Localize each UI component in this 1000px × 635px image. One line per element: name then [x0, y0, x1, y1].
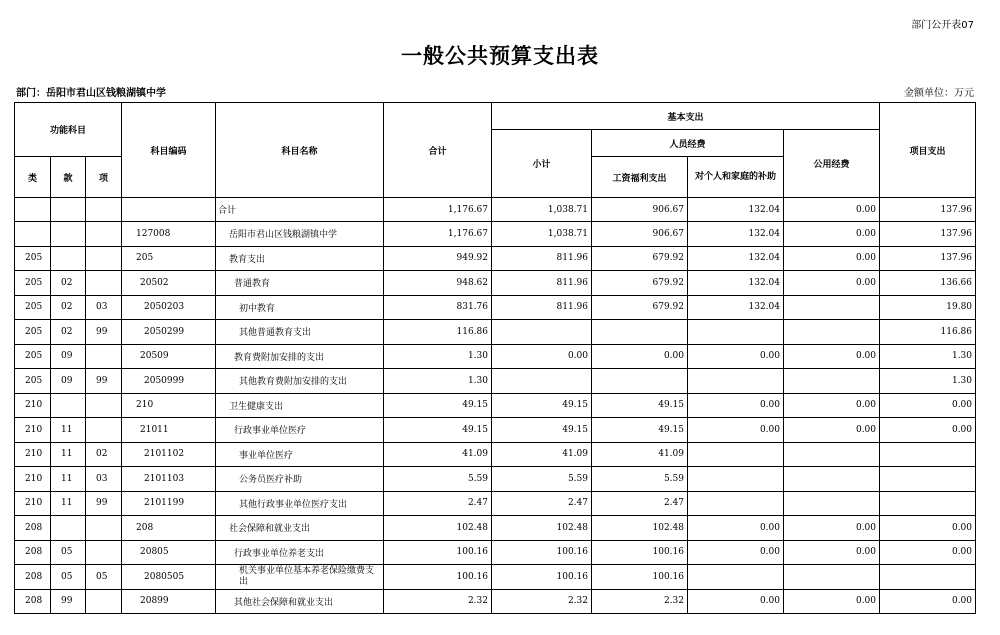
table-row [15, 516, 976, 541]
cell-project: 1.30 [880, 344, 976, 369]
cell-project: 0.00 [880, 516, 976, 541]
cell-kuan: 11 [51, 467, 86, 492]
cell-public [784, 295, 880, 320]
cell-total: 831.76 [384, 295, 492, 320]
cell-xiang: 03 [86, 295, 122, 320]
cell-name: 行政事业单位养老支出 [216, 540, 384, 565]
cell-code: 2050299 [122, 320, 216, 345]
cell-kuan: 05 [51, 565, 86, 590]
table-row [15, 393, 976, 418]
cell-subsidy [688, 467, 784, 492]
cell-name: 教育费附加安排的支出 [216, 344, 384, 369]
header-subject-code: 科目编码 [122, 103, 216, 198]
cell-salary: 41.09 [592, 442, 688, 467]
header-basic: 基本支出 [492, 103, 880, 130]
cell-total: 102.48 [384, 516, 492, 541]
cell-salary: 100.16 [592, 540, 688, 565]
cell-public: 0.00 [784, 418, 880, 443]
cell-public [784, 369, 880, 394]
cell-salary: 906.67 [592, 198, 688, 222]
cell-code: 20502 [122, 271, 216, 296]
cell-salary: 5.59 [592, 467, 688, 492]
cell-total: 949.92 [384, 246, 492, 271]
cell-kuan [51, 198, 86, 222]
table-row [15, 467, 976, 492]
cell-salary: 49.15 [592, 393, 688, 418]
cell-lei [15, 198, 51, 222]
cell-project: 0.00 [880, 589, 976, 614]
cell-lei: 208 [15, 589, 51, 614]
cell-total: 1.30 [384, 369, 492, 394]
cell-lei: 210 [15, 442, 51, 467]
cell-kuan: 09 [51, 369, 86, 394]
header-func-subject: 功能科目 [15, 103, 122, 157]
header-subsidy: 对个人和家庭的补助 [688, 157, 784, 198]
header-xiang: 项 [86, 157, 122, 198]
cell-code [122, 198, 216, 222]
cell-subsidy: 132.04 [688, 295, 784, 320]
cell-public: 0.00 [784, 540, 880, 565]
cell-subtotal: 49.15 [492, 418, 592, 443]
cell-subsidy: 132.04 [688, 246, 784, 271]
cell-subtotal: 41.09 [492, 442, 592, 467]
header-kuan: 款 [51, 157, 86, 198]
cell-total: 41.09 [384, 442, 492, 467]
cell-public: 0.00 [784, 222, 880, 247]
cell-total: 100.16 [384, 540, 492, 565]
cell-subtotal: 100.16 [492, 565, 592, 590]
cell-public [784, 491, 880, 516]
cell-subsidy: 0.00 [688, 344, 784, 369]
cell-code: 2080505 [122, 565, 216, 590]
table-row [15, 491, 976, 516]
cell-public: 0.00 [784, 589, 880, 614]
cell-public: 0.00 [784, 516, 880, 541]
cell-project: 1.30 [880, 369, 976, 394]
cell-salary: 906.67 [592, 222, 688, 247]
cell-public [784, 565, 880, 590]
page-title: 一般公共预算支出表 [401, 44, 599, 68]
header-salary: 工资福利支出 [592, 157, 688, 198]
cell-subtotal: 811.96 [492, 246, 592, 271]
table-row [15, 344, 976, 369]
cell-project: 116.86 [880, 320, 976, 345]
cell-code: 20899 [122, 589, 216, 614]
department-label: 部门：岳阳市君山区钱粮湖镇中学 [16, 88, 166, 99]
header-subtotal: 小计 [492, 130, 592, 198]
cell-subsidy: 0.00 [688, 589, 784, 614]
cell-kuan: 11 [51, 418, 86, 443]
cell-total: 116.86 [384, 320, 492, 345]
cell-public [784, 442, 880, 467]
cell-public [784, 467, 880, 492]
cell-subtotal: 49.15 [492, 393, 592, 418]
cell-salary [592, 369, 688, 394]
cell-lei [15, 222, 51, 247]
cell-total: 948.62 [384, 271, 492, 296]
cell-name: 合计 [216, 198, 384, 222]
table-row [15, 222, 976, 247]
table-row [15, 271, 976, 296]
cell-xiang [86, 393, 122, 418]
cell-code: 2050999 [122, 369, 216, 394]
cell-project: 0.00 [880, 418, 976, 443]
cell-xiang: 02 [86, 442, 122, 467]
budget-table [14, 102, 976, 614]
cell-total: 1,176.67 [384, 198, 492, 222]
cell-lei: 210 [15, 491, 51, 516]
cell-kuan [51, 393, 86, 418]
unit-label: 金额单位：万元 [904, 88, 974, 99]
cell-subtotal: 102.48 [492, 516, 592, 541]
cell-lei: 205 [15, 246, 51, 271]
cell-code: 2101199 [122, 491, 216, 516]
cell-subtotal: 5.59 [492, 467, 592, 492]
cell-salary: 49.15 [592, 418, 688, 443]
cell-name: 其他普通教育支出 [216, 320, 384, 345]
table-row [15, 418, 976, 443]
header-personnel: 人员经费 [592, 130, 784, 157]
cell-total: 49.15 [384, 393, 492, 418]
cell-name: 其他教育费附加安排的支出 [216, 369, 384, 394]
cell-xiang [86, 344, 122, 369]
cell-subsidy: 132.04 [688, 271, 784, 296]
cell-xiang [86, 516, 122, 541]
cell-public: 0.00 [784, 271, 880, 296]
cell-lei: 210 [15, 418, 51, 443]
table-row [15, 198, 976, 222]
cell-project: 0.00 [880, 393, 976, 418]
cell-xiang [86, 589, 122, 614]
cell-subsidy [688, 369, 784, 394]
cell-code: 205 [122, 246, 216, 271]
cell-total: 2.32 [384, 589, 492, 614]
cell-name: 行政事业单位医疗 [216, 418, 384, 443]
cell-salary: 679.92 [592, 246, 688, 271]
cell-project [880, 491, 976, 516]
table-row [15, 540, 976, 565]
cell-subsidy [688, 565, 784, 590]
table-row [15, 589, 976, 614]
cell-subsidy: 0.00 [688, 516, 784, 541]
cell-kuan: 02 [51, 320, 86, 345]
cell-project: 137.96 [880, 222, 976, 247]
cell-name: 岳阳市君山区钱粮湖镇中学 [216, 222, 384, 247]
cell-subsidy [688, 320, 784, 345]
cell-subsidy: 132.04 [688, 198, 784, 222]
cell-subtotal: 811.96 [492, 271, 592, 296]
cell-salary: 0.00 [592, 344, 688, 369]
cell-code: 208 [122, 516, 216, 541]
header-subject-name: 科目名称 [216, 103, 384, 198]
cell-project: 136.66 [880, 271, 976, 296]
table-row [15, 442, 976, 467]
cell-name: 机关事业单位基本养老保险缴费支出 [216, 565, 384, 590]
cell-kuan: 99 [51, 589, 86, 614]
cell-subsidy: 0.00 [688, 418, 784, 443]
cell-name: 事业单位医疗 [216, 442, 384, 467]
header-project: 项目支出 [880, 103, 976, 198]
cell-salary: 679.92 [592, 295, 688, 320]
cell-lei: 205 [15, 344, 51, 369]
table-row [15, 320, 976, 345]
cell-name: 其他社会保障和就业支出 [216, 589, 384, 614]
cell-kuan: 02 [51, 295, 86, 320]
cell-subtotal: 100.16 [492, 540, 592, 565]
cell-name: 卫生健康支出 [216, 393, 384, 418]
cell-public: 0.00 [784, 344, 880, 369]
cell-lei: 205 [15, 320, 51, 345]
cell-xiang: 99 [86, 369, 122, 394]
cell-subtotal: 1,038.71 [492, 198, 592, 222]
cell-kuan [51, 246, 86, 271]
header-total: 合计 [384, 103, 492, 198]
cell-project [880, 467, 976, 492]
cell-project: 137.96 [880, 198, 976, 222]
cell-salary: 2.32 [592, 589, 688, 614]
cell-code: 20805 [122, 540, 216, 565]
cell-xiang: 05 [86, 565, 122, 590]
cell-project: 137.96 [880, 246, 976, 271]
cell-public: 0.00 [784, 246, 880, 271]
cell-xiang [86, 418, 122, 443]
cell-name: 公务员医疗补助 [216, 467, 384, 492]
form-number: 部门公开表07 [911, 20, 974, 31]
cell-lei: 208 [15, 565, 51, 590]
cell-lei: 208 [15, 540, 51, 565]
cell-kuan [51, 516, 86, 541]
table-row [15, 246, 976, 271]
cell-xiang: 03 [86, 467, 122, 492]
cell-lei: 208 [15, 516, 51, 541]
cell-total: 5.59 [384, 467, 492, 492]
cell-code: 2101103 [122, 467, 216, 492]
cell-xiang [86, 198, 122, 222]
cell-kuan: 05 [51, 540, 86, 565]
cell-code: 210 [122, 393, 216, 418]
cell-code: 21011 [122, 418, 216, 443]
cell-kuan: 11 [51, 442, 86, 467]
table-row [15, 369, 976, 394]
cell-kuan [51, 222, 86, 247]
cell-xiang [86, 271, 122, 296]
cell-public [784, 320, 880, 345]
cell-project [880, 442, 976, 467]
cell-name: 初中教育 [216, 295, 384, 320]
cell-xiang: 99 [86, 491, 122, 516]
cell-subtotal: 2.47 [492, 491, 592, 516]
cell-kuan: 09 [51, 344, 86, 369]
cell-code: 20509 [122, 344, 216, 369]
cell-lei: 210 [15, 467, 51, 492]
cell-xiang [86, 246, 122, 271]
table-row [15, 565, 976, 590]
cell-code: 2101102 [122, 442, 216, 467]
cell-name: 其他行政事业单位医疗支出 [216, 491, 384, 516]
cell-salary: 679.92 [592, 271, 688, 296]
header-lei: 类 [15, 157, 51, 198]
cell-total: 49.15 [384, 418, 492, 443]
cell-total: 1,176.67 [384, 222, 492, 247]
cell-subsidy [688, 491, 784, 516]
cell-salary: 102.48 [592, 516, 688, 541]
cell-project: 19.80 [880, 295, 976, 320]
cell-salary: 100.16 [592, 565, 688, 590]
cell-subtotal: 1,038.71 [492, 222, 592, 247]
cell-total: 2.47 [384, 491, 492, 516]
cell-total: 100.16 [384, 565, 492, 590]
cell-subtotal [492, 369, 592, 394]
cell-name: 普通教育 [216, 271, 384, 296]
cell-xiang: 99 [86, 320, 122, 345]
cell-kuan: 11 [51, 491, 86, 516]
cell-public: 0.00 [784, 393, 880, 418]
cell-lei: 205 [15, 369, 51, 394]
cell-subsidy: 132.04 [688, 222, 784, 247]
cell-subsidy [688, 442, 784, 467]
cell-public: 0.00 [784, 198, 880, 222]
cell-code: 127008 [122, 222, 216, 247]
cell-subtotal: 2.32 [492, 589, 592, 614]
cell-subsidy: 0.00 [688, 393, 784, 418]
cell-lei: 205 [15, 271, 51, 296]
cell-salary: 2.47 [592, 491, 688, 516]
cell-subtotal: 0.00 [492, 344, 592, 369]
cell-project [880, 565, 976, 590]
cell-project: 0.00 [880, 540, 976, 565]
cell-kuan: 02 [51, 271, 86, 296]
cell-code: 2050203 [122, 295, 216, 320]
header-public: 公用经费 [784, 130, 880, 198]
cell-salary [592, 320, 688, 345]
table-row [15, 295, 976, 320]
cell-name: 社会保障和就业支出 [216, 516, 384, 541]
cell-lei: 205 [15, 295, 51, 320]
cell-lei: 210 [15, 393, 51, 418]
cell-subsidy: 0.00 [688, 540, 784, 565]
cell-xiang [86, 540, 122, 565]
cell-name: 教育支出 [216, 246, 384, 271]
cell-subtotal: 811.96 [492, 295, 592, 320]
cell-total: 1.30 [384, 344, 492, 369]
cell-subtotal [492, 320, 592, 345]
cell-xiang [86, 222, 122, 247]
